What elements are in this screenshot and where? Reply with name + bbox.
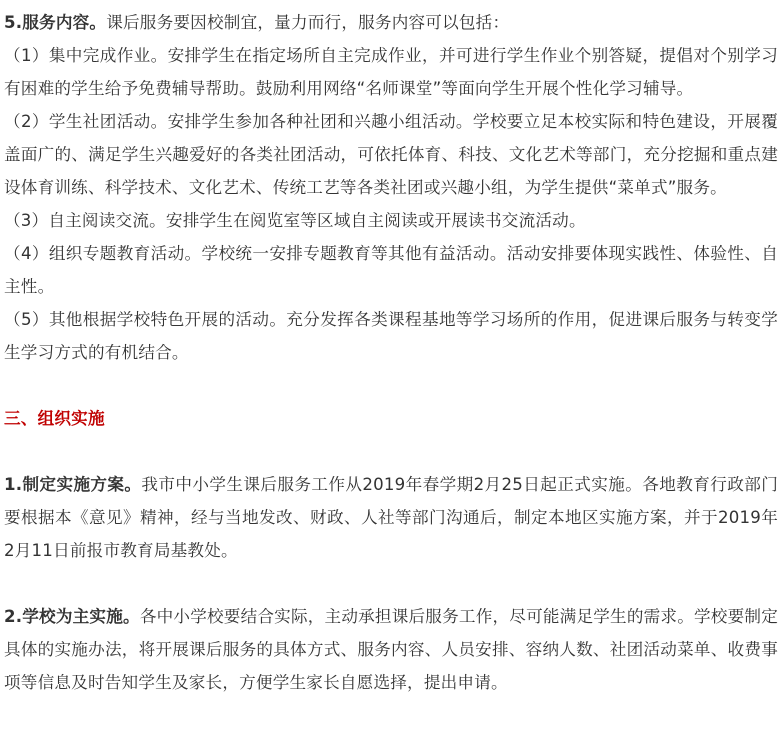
spacer	[4, 435, 778, 468]
service-item-5: （5）其他根据学校特色开展的活动。充分发挥各类课程基地等学习场所的作用，促进课后服务与转变学生学习方式的有机结合。	[4, 310, 778, 362]
section-heading-implementation: 三、组织实施	[4, 409, 105, 428]
section5-lead	[4, 6, 778, 39]
section5-title: 5.服务内容。	[4, 13, 107, 32]
paragraph-school-implementation	[4, 600, 778, 699]
service-item-3: （3）自主阅读交流。安排学生在阅览室等区域自主阅读或开展读书交流活动。	[4, 211, 586, 230]
service-item-1: （1）集中完成作业。安排学生在指定场所自主完成作业，并可进行学生作业个别答疑，提倡对个别学习有困难的学生给予免费辅导帮助。鼓励利用网络“名师课堂”等面向学生开展个性化学习辅导。	[4, 46, 778, 98]
paragraph-text: 各中小学校要结合实际，主动承担课后服务工作，尽可能满足学生的需求。学校要制定具体的实施办法，将开展课后服务的具体方式、服务内容、人员安排、容纳人数、社团活动菜单、收费事项等信息及时告知学生及家长，方便学生家长自愿选择，提出申请。	[4, 607, 778, 692]
spacer	[4, 567, 778, 600]
paragraph-text: 我市中小学生课后服务工作从2019年春学期2月25日起正式实施。各地教育行政部门要根据本《意见》精神，经与当地发改、财政、人社等部门沟通后，制定本地区实施方案，并于2019年2月11日前报市教育局基教处。	[4, 475, 778, 560]
paragraph-title: 2.学校为主实施。	[4, 607, 140, 626]
service-item-4: （4）组织专题教育活动。学校统一安排专题教育等其他有益活动。活动安排要体现实践性、体验性、自主性。	[4, 244, 778, 296]
paragraph-implementation-plan	[4, 468, 778, 567]
paragraph-title: 1.制定实施方案。	[4, 475, 142, 494]
service-item-2: （2）学生社团活动。安排学生参加各种社团和兴趣小组活动。学校要立足本校实际和特色建设，开展覆盖面广的、满足学生兴趣爱好的各类社团活动，可依托体育、科技、文化艺术等部门，充分挖掘和重点建设体育训练、科学技术、文化艺术、传统工艺等各类社团或兴趣小组，为学生提供“菜单式”服务。	[4, 112, 778, 197]
spacer	[4, 369, 778, 402]
section5-lead-text: 课后服务要因校制宜，量力而行，服务内容可以包括：	[106, 13, 510, 32]
